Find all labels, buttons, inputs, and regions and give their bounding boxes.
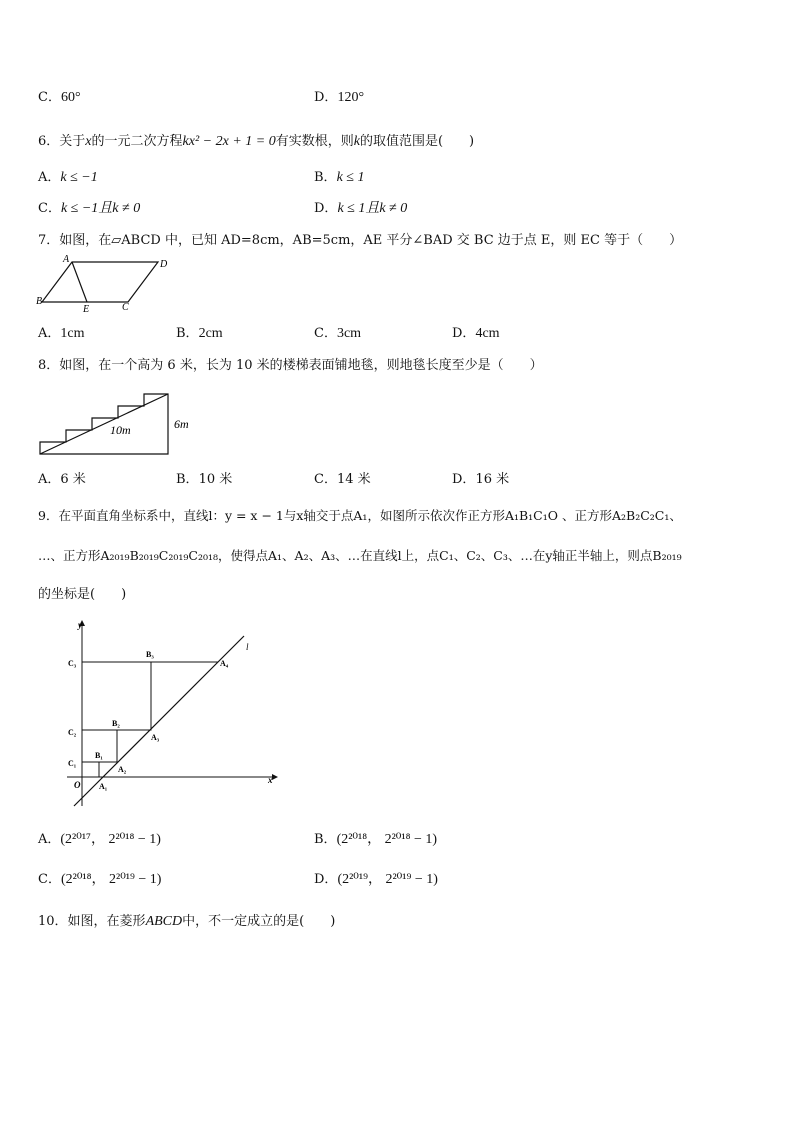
label-d: D [160, 259, 168, 270]
label-o: O [74, 780, 81, 790]
q9-stem-line3: 的坐标是( ) [38, 587, 127, 602]
staircase-diagonal [40, 394, 168, 454]
q7-stem: 7．如图，在▱ABCD 中，已知 AD=8cm，AB=5cm，AE 平分∠BAD 交 BC 边于点 E，则 EC 等于（ ） [38, 233, 683, 248]
q8-option-c[interactable]: C．14 米 [314, 472, 371, 487]
label-c: C [122, 302, 129, 313]
q6-option-c[interactable]: C．k ≤ −1且k ≠ 0 [38, 201, 141, 216]
square-1 [82, 762, 99, 777]
label-l: l [246, 642, 249, 652]
q10-stem: 10．如图，在菱形ABCD中，不一定成立的是( ) [38, 914, 336, 929]
q9-coordinate-figure [62, 616, 282, 808]
label-c1: C₁ [68, 759, 77, 768]
q7-option-a[interactable]: A．1cm [38, 326, 85, 341]
bisector-ae [72, 262, 87, 302]
q8-option-d[interactable]: D．16 米 [452, 472, 510, 487]
label-a2: A₂ [118, 765, 127, 774]
q7-parallelogram-figure [36, 252, 166, 314]
q7-option-b[interactable]: B．2cm [176, 326, 223, 341]
parallelogram-abcd [42, 262, 158, 302]
label-x: x [268, 775, 273, 785]
q5-option-d[interactable]: D．120° [314, 90, 365, 105]
q9-option-b[interactable]: B．(2²⁰¹⁸， 2²⁰¹⁸ − 1) [314, 832, 438, 847]
label-a3: A₃ [151, 733, 160, 742]
q9-stem-line2: …、正方形A₂₀₁₉B₂₀₁₉C₂₀₁₉C₂₀₁₈，使得点A₁、A₂、A₃、…在直线l上，点C₁、C₂、C₃、…在y轴正半轴上，则点B₂₀₁₉ [38, 548, 682, 563]
q8-option-b[interactable]: B．10 米 [176, 472, 233, 487]
label-a4: A₄ [220, 659, 229, 668]
label-e: E [83, 304, 90, 315]
q6-option-a[interactable]: A．k ≤ −1 [38, 170, 98, 185]
label-y: y [78, 620, 82, 630]
q7-option-d[interactable]: D．4cm [452, 326, 500, 341]
hyp-label: 10m [110, 423, 131, 437]
label-b2: B₂ [112, 719, 120, 728]
q5-option-c[interactable]: C．60° [38, 90, 81, 105]
q9-option-d[interactable]: D．(2²⁰¹⁹， 2²⁰¹⁹ − 1) [314, 872, 438, 887]
label-c2: C₂ [68, 728, 77, 737]
q8-option-a[interactable]: A．6 米 [38, 472, 86, 487]
q9-stem-line1: 9．在平面直角坐标系中，直线l：y = x − 1与x轴交于点A₁，如图所示依次作正方形A₁B₁C₁O 、正方形A₂B₂C₂C₁、 [38, 508, 682, 523]
label-b: B [36, 296, 43, 307]
x-axis-arrow [272, 774, 278, 780]
q9-option-c[interactable]: C．(2²⁰¹⁸， 2²⁰¹⁹ − 1) [38, 872, 162, 887]
q6-stem: 6．关于x的一元二次方程kx² − 2x + 1 = 0有实数根，则k的取值范围是( ) [38, 134, 475, 149]
q7-option-c[interactable]: C．3cm [314, 326, 362, 341]
q9-option-a[interactable]: A．(2²⁰¹⁷， 2²⁰¹⁸ − 1) [38, 832, 161, 847]
label-b1: B₁ [95, 751, 103, 760]
q6-option-d[interactable]: D．k ≤ 1且k ≠ 0 [314, 201, 408, 216]
label-b3: B₃ [146, 650, 154, 659]
label-c3: C₃ [68, 659, 77, 668]
q6-option-b[interactable]: B．k ≤ 1 [314, 170, 365, 185]
q8-stem: 8．如图，在一个高为 6 米，长为 10 米的楼梯表面铺地毯，则地毯长度至少是（ ） [38, 358, 543, 373]
height-label: 6m [174, 417, 189, 431]
q8-staircase-figure [36, 386, 206, 458]
label-a: A [63, 254, 70, 265]
label-a1: A₁ [99, 782, 108, 791]
